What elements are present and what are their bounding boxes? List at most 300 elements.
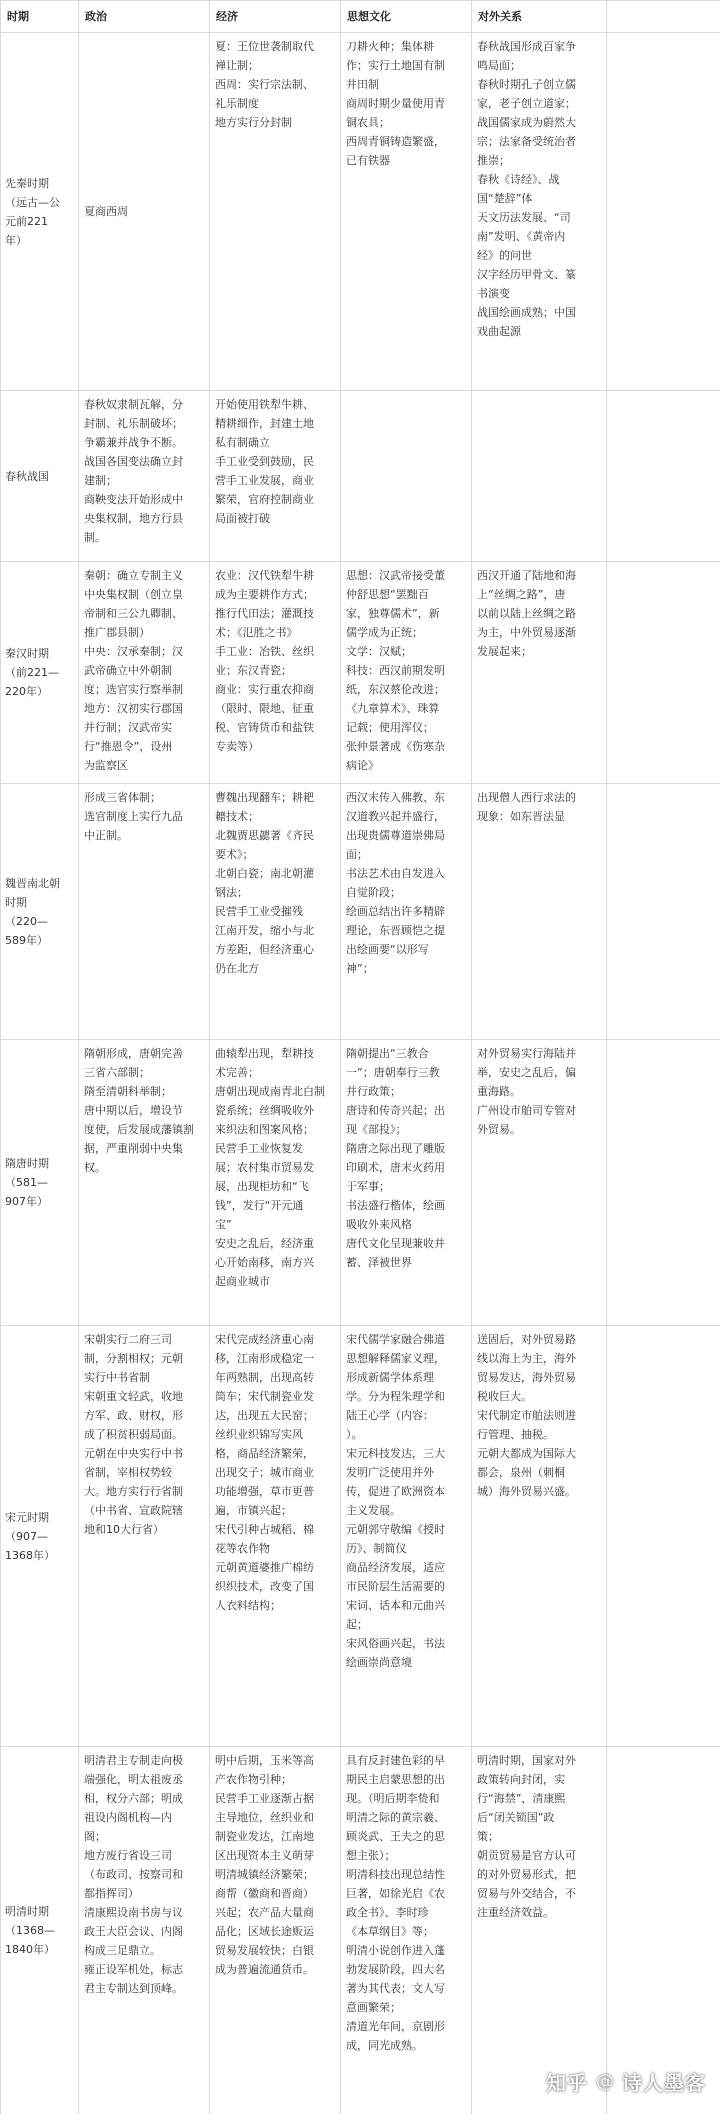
cell-line: 雍正设军机处，标志 — [84, 1963, 183, 1976]
cell-line: 推崇； — [477, 154, 510, 167]
cell-line: 出绘画要“以形写 — [346, 943, 429, 956]
cell-line: 起； — [346, 1618, 368, 1631]
cell-line: 神”； — [346, 962, 374, 975]
cell-line: 589年） — [5, 933, 48, 947]
cell-line: 商帮（徽商和晋商） — [215, 1887, 314, 1900]
cell-line: 出现交子；城市商业 — [215, 1466, 314, 1479]
cell-line: 宋元科技发达，三大 — [346, 1447, 445, 1460]
politics-cell — [79, 1040, 210, 1326]
cell-line: 宝” — [215, 1218, 232, 1231]
cell-line: 地方废行省设三司 — [84, 1849, 172, 1862]
cell-line: 织织技术，改变了国 — [215, 1580, 314, 1593]
cell-line: 形成新儒学体系理 — [346, 1371, 434, 1384]
cell-line: 品化；区域长途贩运 — [215, 1925, 314, 1938]
cell-line: 唐代文化呈现兼收并 — [346, 1237, 445, 1250]
cell-line: 税收巨大。 — [477, 1390, 532, 1403]
cell-line: 帝制和三公九卿制、 — [84, 607, 183, 620]
table-row — [1, 1326, 720, 1747]
cell-line: 构成三足鼎立。 — [84, 1944, 161, 1957]
cell-line: 朝贡贸易是官方认可 — [477, 1849, 576, 1862]
foreign-cell — [472, 391, 607, 562]
cell-line: 唐朝出现成南青北白制 — [215, 1085, 325, 1098]
cell-line: 送固后，对外贸易路 — [477, 1333, 576, 1346]
table-row — [1, 562, 720, 784]
cell-line: 实行中书省制 — [84, 1371, 150, 1384]
cell-line: （限时、限地、征重 — [215, 702, 314, 715]
cell-line: 清康熙设南书房与议 — [84, 1906, 183, 1919]
cell-line: 成，同光成熟。 — [346, 2039, 423, 2052]
culture-cell — [341, 391, 472, 562]
cell-line: 手工业：冶铁、丝织 — [215, 645, 314, 658]
cell-line: 钱”，发行“开元通 — [215, 1199, 304, 1212]
header-foreign: 对外关系 — [472, 1, 607, 33]
cell-line: 西汉开通了陆地和海 — [477, 569, 576, 582]
cell-line: 度使，后发展成藩镇割 — [84, 1123, 194, 1136]
extra-cell — [607, 784, 720, 1040]
period-cell — [1, 391, 79, 562]
cell-line: 北朝白瓷；南北朝灌 — [215, 867, 314, 880]
cell-line: 元前221 — [5, 214, 48, 228]
cell-line: 春秋《诗经》、战 — [477, 173, 560, 186]
cell-line: 业；东汉青瓷； — [215, 664, 292, 677]
cell-line: 天文历法发展、“司 — [477, 211, 571, 224]
cell-line: 明清城镇经济繁荣； — [215, 1868, 314, 1881]
cell-line: 绘画总结出许多精辟 — [346, 905, 445, 918]
cell-line: 戏曲起源 — [477, 325, 521, 338]
cell-line: 中央集权制（创立皇 — [84, 588, 183, 601]
table-row — [1, 784, 720, 1040]
cell-line: 制瓷业发达，江南地 — [215, 1830, 314, 1843]
cell-line: 权。 — [84, 1161, 106, 1174]
politics-cell — [79, 1326, 210, 1747]
cell-line: 相，权分六部；明成 — [84, 1792, 183, 1805]
cell-line: 央集权制，地方行县 — [84, 512, 183, 525]
cell-line: 印刷术，唐末火药用 — [346, 1161, 445, 1174]
cell-line: 纸，东汉蔡伦改进； — [346, 683, 445, 696]
cell-line: 期民主启蒙思想的出 — [346, 1773, 445, 1786]
cell-line: 术；《氾胜之书》 — [215, 626, 298, 639]
cell-line: 要术》； — [215, 848, 254, 861]
cell-line: （前221— — [5, 666, 59, 679]
extra-cell — [607, 562, 720, 784]
cell-line: 历》、制简仪 — [346, 1542, 407, 1555]
culture-cell — [341, 33, 472, 391]
extra-cell — [607, 1747, 720, 2114]
cell-line: 战国绘画成熟；中国 — [477, 306, 576, 319]
cell-line: 城）海外贸易兴盛。 — [477, 1485, 576, 1498]
cell-line: 都指挥司） — [84, 1887, 139, 1900]
cell-line: 宋词、话本和元曲兴 — [346, 1599, 445, 1612]
cell-line: 宋元时期 — [5, 1510, 49, 1524]
cell-line: 明清时期，国家对外 — [477, 1754, 576, 1767]
cell-line: 君主专制达到顶峰。 — [84, 1982, 183, 1995]
culture-cell — [341, 1040, 472, 1326]
cell-line: 秦汉时期 — [5, 647, 49, 660]
cell-line: 展；农村集市贸易发 — [215, 1161, 314, 1174]
cell-line: 战国儒家成为蔚然大 — [477, 116, 576, 129]
cell-line: 春秋时期孔子创立儒 — [477, 78, 576, 91]
cell-line: 商鞅变法开始形成中 — [84, 493, 183, 506]
cell-line: 战国各国变法确立封 — [84, 455, 183, 468]
cell-line: 商业：实行重农抑商 — [215, 683, 314, 696]
cell-line: 蓄、泽被世界 — [346, 1256, 412, 1269]
cell-line: 顾炎武、王夫之的思 — [346, 1830, 445, 1843]
foreign-cell — [472, 1326, 607, 1747]
cell-line: 书法艺术由自发进入 — [346, 867, 445, 880]
cell-line: 病论》 — [346, 759, 379, 772]
period-cell — [1, 1040, 79, 1326]
cell-line: 家，独尊儒术”，新 — [346, 607, 440, 620]
cell-line: 书法盛行楷体，绘画 — [346, 1199, 445, 1212]
cell-line: 私有制确立 — [215, 436, 270, 449]
cell-line: 据，严重削弱中央集 — [84, 1142, 183, 1155]
cell-line: 巨著，如徐光启《农 — [346, 1887, 445, 1900]
cell-line: 争霸兼并战争不断。 — [84, 436, 183, 449]
cell-line: 举，安史之乱后，偏 — [477, 1066, 576, 1079]
cell-line: 907年） — [5, 1195, 48, 1208]
cell-line: 民营手工业恢复发 — [215, 1142, 303, 1155]
cell-line: 局面被打破 — [215, 512, 270, 525]
cell-line: 具有反封建色彩的早 — [346, 1754, 445, 1767]
cell-line: 吸收外来风格 — [346, 1218, 412, 1231]
cell-line: 宋朝实行二府三司 — [84, 1333, 172, 1346]
cell-line: 1368年） — [5, 1548, 55, 1562]
cell-line: 西周：实行宗法制、 — [215, 78, 314, 91]
cell-line: 元朝郭守敬编《授时 — [346, 1523, 445, 1536]
cell-line: 220年） — [5, 685, 48, 698]
cell-line: 选官制度上实行九品 — [84, 810, 183, 823]
cell-line: 现《部投》； — [346, 1123, 407, 1136]
foreign-cell — [472, 784, 607, 1040]
cell-line: 繁荣，官府控制商业 — [215, 493, 314, 506]
cell-line: 行“推恩令”，设州 — [84, 740, 173, 753]
politics-cell — [79, 33, 210, 391]
cell-line: 主导地位，丝织业和 — [215, 1811, 314, 1824]
economy-cell — [210, 562, 341, 784]
cell-line: 移，江南形成稳定一 — [215, 1352, 314, 1365]
extra-cell — [607, 1040, 720, 1326]
cell-line: 行管理、抽税。 — [477, 1428, 554, 1441]
cell-line: 地方实行分封制 — [215, 116, 292, 129]
cell-line: 筒车；宋代制瓷业发 — [215, 1390, 314, 1403]
cell-line: 曲辕犁出现，犁耕技 — [215, 1047, 314, 1060]
cell-line: 起商业城市 — [215, 1275, 270, 1288]
cell-line: 耱技术； — [215, 810, 259, 823]
cell-line: 记载；使用浑仪； — [346, 721, 434, 734]
period-cell — [1, 1326, 79, 1747]
cell-line: 达，出现五大民窑； — [215, 1409, 314, 1422]
cell-line: 政策转向封闭，实 — [477, 1773, 565, 1786]
cell-line: 发展起来； — [477, 645, 532, 658]
politics-cell — [79, 784, 210, 1040]
cell-line: 井田制 — [346, 78, 379, 91]
watermark-separator: @ — [596, 2071, 614, 2092]
cell-line: 著为其代表；文人写 — [346, 1982, 445, 1995]
cell-line: 清道光年间，京剧形 — [346, 2020, 445, 2033]
foreign-cell — [472, 1040, 607, 1326]
cell-line: 元朝大都成为国际大 — [477, 1447, 576, 1460]
cell-line: 科技：西汉前期发明 — [346, 664, 445, 677]
cell-line: 中正制。 — [84, 829, 128, 842]
cell-line: 仲舒思想“罢黜百 — [346, 588, 429, 601]
cell-line: 政全书》、李时珍 — [346, 1906, 429, 1919]
cell-line: 曹魏出现翻车；耕耙 — [215, 791, 314, 804]
cell-line: 成为主要耕作方式； — [215, 588, 314, 601]
culture-cell — [341, 784, 472, 1040]
economy-cell — [210, 1747, 341, 2114]
header-economy: 经济 — [210, 1, 341, 33]
cell-line: 武帝确立中外朝制 — [84, 664, 172, 677]
cell-line: 并行政策； — [346, 1085, 401, 1098]
cell-line: 主义发展。 — [346, 1504, 401, 1517]
cell-line: 中央：汉承秦制；汉 — [84, 645, 183, 658]
cell-line: 北魏贾思勰著《齐民 — [215, 829, 314, 842]
cell-line: 宗；法家备受统治者 — [477, 135, 576, 148]
cell-line: 面； — [346, 848, 368, 861]
cell-line: 儒学成为正统； — [346, 626, 423, 639]
cell-line: 重海路。 — [477, 1085, 521, 1098]
cell-line: 勃发展阶段，四大名 — [346, 1963, 445, 1976]
header-period: 时期 — [1, 1, 79, 33]
cell-line: 方差距，但经济重心 — [215, 943, 314, 956]
cell-line: 魏晋南北朝 — [5, 876, 60, 890]
cell-line: 家，老子创立道家； — [477, 97, 576, 110]
table-row — [1, 1040, 720, 1326]
cell-line: 理论，东晋顾恺之提 — [346, 924, 445, 937]
cell-line: 元朝在中央实行中书 — [84, 1447, 183, 1460]
cell-line: 后“闭关锁国”政 — [477, 1811, 555, 1824]
cell-line: 春秋奴隶制瓦解，分 — [84, 398, 183, 411]
header-culture: 思想文化 — [341, 1, 472, 33]
cell-line: 一”；唐朝奉行三教 — [346, 1066, 440, 1079]
cell-line: （581— — [5, 1176, 48, 1189]
cell-line: 心开始南移，南方兴 — [215, 1256, 314, 1269]
cell-line: 术完善； — [215, 1066, 259, 1079]
economy-cell — [210, 1040, 341, 1326]
cell-line: 精耕细作，封建土地 — [215, 417, 314, 430]
cell-line: 传，促进了欧洲资本 — [346, 1485, 445, 1498]
cell-line: 刀耕火种；集体耕 — [346, 40, 434, 53]
cell-line: 推广郡县制） — [84, 626, 150, 639]
cell-line: 产农作物引种； — [215, 1773, 292, 1786]
watermark-site: 知乎 — [546, 2071, 588, 2095]
period-cell — [1, 33, 79, 391]
cell-line: 方军、政、财权，形 — [84, 1409, 183, 1422]
cell-line: 隋朝提出“三教合 — [346, 1047, 429, 1060]
cell-line: 建制； — [84, 474, 117, 487]
cell-line: 专卖等） — [215, 740, 259, 753]
extra-cell — [607, 1326, 720, 1747]
economy-cell — [210, 391, 341, 562]
cell-line: 封制、礼乐制破坏； — [84, 417, 183, 430]
watermark — [546, 2067, 706, 2096]
cell-line: 绘画崇尚意境 — [346, 1656, 412, 1669]
cell-line: 隋唐之际出现了雕版 — [346, 1142, 445, 1155]
cell-line: 唐诗和传奇兴起；出 — [346, 1104, 445, 1117]
cell-line: 思想：汉武帝接受董 — [346, 569, 445, 582]
cell-line: （220— — [5, 914, 48, 928]
cell-line: 贸易发展较快；白银 — [215, 1944, 314, 1957]
header-politics: 政治 — [79, 1, 210, 33]
cell-line: （中书省、宣政院辖 — [84, 1504, 183, 1517]
cell-line: 年两熟制，出现高转 — [215, 1371, 314, 1384]
watermark-author: 诗人墨客 — [622, 2071, 706, 2095]
cell-line: 年） — [5, 233, 27, 247]
cell-line: 禅让制； — [215, 59, 259, 72]
cell-line: 制，分割相权；元朝 — [84, 1352, 183, 1365]
cell-line: 明清之际的黄宗羲、 — [346, 1811, 445, 1824]
cell-line: 税、官铸货币和盐铁 — [215, 721, 314, 734]
cell-line: （1368— — [5, 1924, 55, 1937]
cell-line: 制。 — [84, 531, 106, 544]
politics-cell — [79, 391, 210, 562]
cell-line: 夏：王位世袭制取代 — [215, 40, 314, 53]
cell-line: 文学：汉赋； — [346, 645, 412, 658]
cell-line: 对外贸易实行海陆并 — [477, 1047, 576, 1060]
cell-line: 春秋战国 — [5, 469, 49, 483]
cell-line: 思想解释儒家义理， — [346, 1352, 445, 1365]
cell-line: 作；实行土地国有制 — [346, 59, 445, 72]
cell-line: 大。地方实行行省制 — [84, 1485, 183, 1498]
cell-line: 学。分为程朱理学和 — [346, 1390, 445, 1403]
cell-line: 发明广泛使用并外 — [346, 1466, 434, 1479]
cell-line: 手工业受到鼓励，民 — [215, 455, 314, 468]
cell-line: 现象：如东晋法显 — [477, 810, 565, 823]
cell-line: 宋代引种占城稻、棉 — [215, 1523, 314, 1536]
table-row — [1, 391, 720, 562]
cell-line: 宋代儒学家融合佛道 — [346, 1333, 445, 1346]
cell-line: （907— — [5, 1529, 48, 1543]
cell-line: 外贸易。 — [477, 1123, 521, 1136]
period-cell — [1, 784, 79, 1040]
cell-line: 意画繁荣； — [346, 2001, 401, 2014]
cell-line: 策； — [477, 1830, 499, 1843]
cell-line: 经》的问世 — [477, 249, 532, 262]
cell-line: 祖设内阁机构—内 — [84, 1811, 172, 1824]
cell-line: 推行代田法；灌溉技 — [215, 607, 314, 620]
cell-line: 农业：汉代铁犁牛耕 — [215, 569, 314, 582]
cell-line: 先秦时期 — [5, 176, 49, 190]
foreign-cell — [472, 1747, 607, 2114]
cell-line: 注重经济效益。 — [477, 1906, 554, 1919]
culture-cell — [341, 1326, 472, 1747]
foreign-cell — [472, 33, 607, 391]
cell-line: 隋至清朝科举制； — [84, 1085, 172, 1098]
cell-line: 地和10大行省） — [84, 1523, 164, 1536]
culture-cell — [341, 1747, 472, 2114]
table-header-row — [1, 1, 720, 33]
cell-line: 唐中期以后，增设节 — [84, 1104, 183, 1117]
period-cell — [1, 1747, 79, 2114]
cell-line: 宋代制定市舶法则进 — [477, 1409, 576, 1422]
cell-line: 隋朝形成，唐朝完善 — [84, 1047, 183, 1060]
cell-line: 上“丝绸之路”，唐 — [477, 588, 566, 601]
cell-line: 端强化，明太祖废丞 — [84, 1773, 183, 1786]
cell-line: 明清时期 — [5, 1905, 49, 1918]
cell-line: 礼乐制度 — [215, 97, 259, 110]
cell-line: 行“海禁”，清康熙 — [477, 1792, 566, 1805]
foreign-cell — [472, 562, 607, 784]
cell-line: 于军事； — [346, 1180, 390, 1193]
cell-line: 丝织业织锦写实风 — [215, 1428, 303, 1441]
cell-line: 《本草纲目》等； — [346, 1925, 434, 1938]
cell-line: 明清君主专制走向极 — [84, 1754, 183, 1767]
cell-line: 广州设市舶司专管对 — [477, 1104, 576, 1117]
cell-line: 政王大臣会议、内阁 — [84, 1925, 183, 1938]
cell-line: 度；选官实行察举制 — [84, 683, 183, 696]
cell-line: 明中后期，玉米等高 — [215, 1754, 314, 1767]
cell-line: 营手工业发展，商业 — [215, 474, 314, 487]
cell-line: 鸣局面； — [477, 59, 521, 72]
cell-line: 宋代完成经济重心南 — [215, 1333, 314, 1346]
cell-line: 西周青铜铸造繁盛， — [346, 135, 445, 148]
table-row — [1, 33, 720, 391]
extra-cell — [607, 391, 720, 562]
cell-line: 《九章算术》、珠算 — [346, 702, 440, 715]
cell-line: 汉字经历甲骨文、篆 — [477, 268, 576, 281]
cell-line: 隋唐时期 — [5, 1157, 49, 1170]
cell-line: 秦朝：确立专制主义 — [84, 569, 183, 582]
cell-line: 成为普遍流通货币。 — [215, 1963, 314, 1976]
cell-line: 瓷系统；丝绸吸收外 — [215, 1104, 314, 1117]
cell-line: 贸易发达，海外贸易 — [477, 1371, 576, 1384]
cell-line: 张仲景著成《伤寒杂 — [346, 740, 445, 753]
cell-line: 书演变 — [477, 287, 510, 300]
cell-line: 铜农具； — [346, 116, 390, 129]
cell-line: 安史之乱后，经济重 — [215, 1237, 314, 1250]
cell-line: 夏商西周 — [84, 205, 128, 218]
cell-line: 以前以陆上丝绸之路 — [477, 607, 576, 620]
cell-line: ）。 — [346, 1428, 363, 1441]
cell-line: 为监察区 — [84, 759, 128, 772]
economy-cell — [210, 33, 341, 391]
cell-line: 民营手工业逐渐占据 — [215, 1792, 314, 1805]
cell-line: 南”发明、《黄帝内 — [477, 230, 566, 243]
cell-line: 明清科技出现总结性 — [346, 1868, 445, 1881]
cell-line: 元朝黄道婆推广棉纺 — [215, 1561, 314, 1574]
cell-line: 汉道教兴起并盛行， — [346, 810, 445, 823]
cell-line: 形成三省体制； — [84, 791, 161, 804]
cell-line: 花等农作物 — [215, 1542, 270, 1555]
cell-line: 钢法； — [215, 886, 248, 899]
cell-line: 西汉末传入佛教、东 — [346, 791, 445, 804]
cell-line: 地方：汉初实行郡国 — [84, 702, 183, 715]
cell-line: 省制，宰相权势较 — [84, 1466, 172, 1479]
cell-line: 民营手工业受摧残 — [215, 905, 303, 918]
cell-line: 已有铁器 — [346, 154, 390, 167]
cell-line: 商品经济发展，适应 — [346, 1561, 445, 1574]
cell-line: 出现贵儒尊道崇佛局 — [346, 829, 445, 842]
politics-cell — [79, 562, 210, 784]
economy-cell — [210, 1326, 341, 1747]
cell-line: （布政司、按察司和 — [84, 1868, 183, 1881]
cell-line: 宋风俗画兴起，书法 — [346, 1637, 445, 1650]
cell-line: 自觉阶段； — [346, 886, 401, 899]
cell-line: 陆王心学（内容： — [346, 1409, 434, 1422]
cell-line: 想主张）； — [346, 1849, 396, 1862]
table-body — [1, 33, 720, 2114]
header-extra — [607, 1, 720, 33]
cell-line: 的对外贸易形式，把 — [477, 1868, 576, 1881]
cell-line: 阁； — [84, 1830, 106, 1843]
cell-line: 为主，中外贸易逐渐 — [477, 626, 576, 639]
cell-line: 格，商品经济繁荣， — [215, 1447, 314, 1460]
cell-line: 兴起；农产品大量商 — [215, 1906, 314, 1919]
cell-line: 现。（明后期李贽和 — [346, 1792, 440, 1805]
cell-line: 遍，市镇兴起； — [215, 1504, 292, 1517]
cell-line: 三省六部制； — [84, 1066, 150, 1079]
cell-line: 线以海上为主，海外 — [477, 1352, 576, 1365]
